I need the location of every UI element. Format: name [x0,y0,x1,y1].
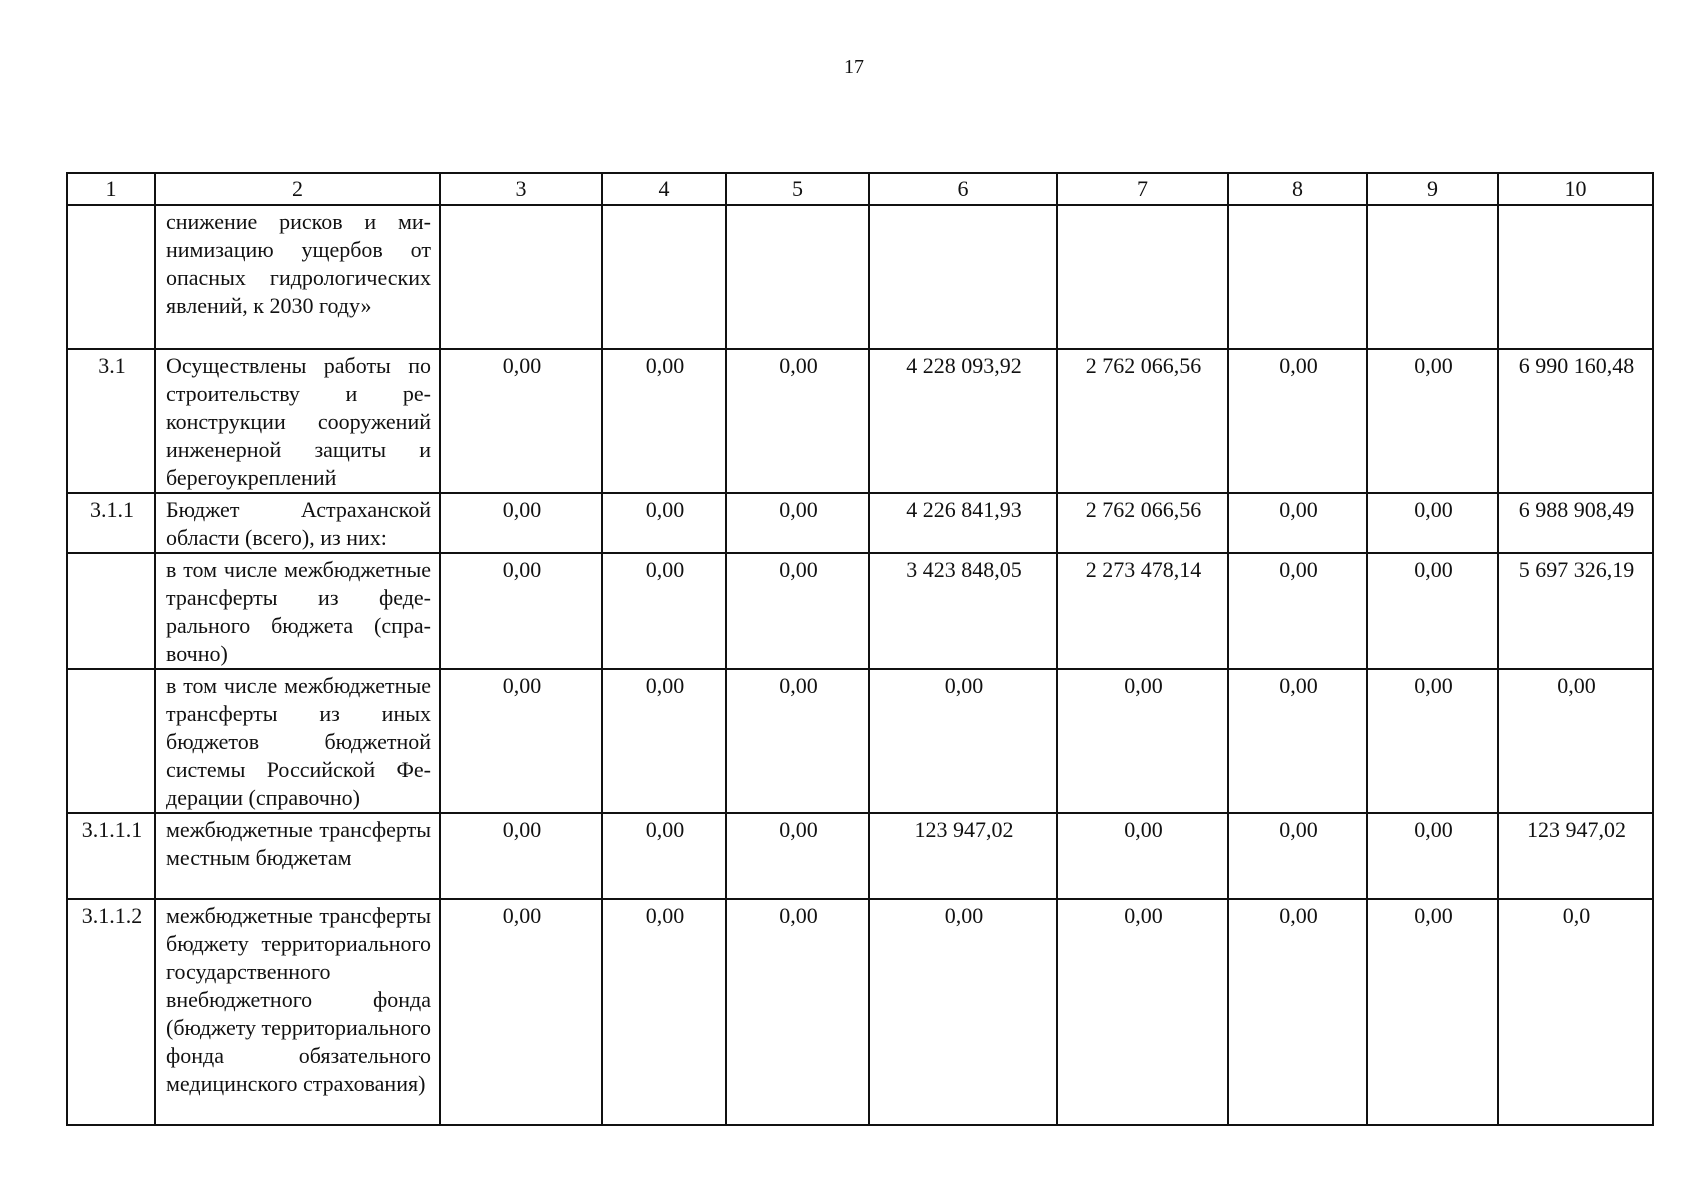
column-header: 1 [67,173,155,205]
value-cell: 0,00 [440,669,602,813]
value-cell: 0,00 [1228,813,1367,899]
value-cell: 0,00 [726,813,869,899]
value-cell: 0,00 [1228,553,1367,669]
value-cell: 0,00 [602,553,726,669]
value-cell: 0,00 [602,349,726,493]
value-cell: 0,00 [440,493,602,553]
header-row [67,173,1653,205]
column-header: 7 [1057,173,1228,205]
value-cell: 0,00 [440,349,602,493]
value-cell: 0,00 [1057,899,1228,1125]
table-row [67,553,1653,669]
value-cell [1057,205,1228,349]
value-cell [602,205,726,349]
value-cell: 0,00 [869,899,1057,1125]
value-cell: 0,00 [1057,669,1228,813]
value-cell: 0,00 [1367,553,1498,669]
row-description: межбюджетные трансферты местным бюджетам [155,813,440,899]
value-cell: 0,00 [726,493,869,553]
value-cell: 0,00 [602,493,726,553]
value-cell: 0,00 [726,899,869,1125]
budget-table [66,172,1654,1126]
value-cell: 0,00 [1498,669,1653,813]
value-cell: 0,00 [1228,349,1367,493]
value-cell: 6 990 160,48 [1498,349,1653,493]
value-cell: 0,00 [1367,669,1498,813]
value-cell: 0,00 [1367,813,1498,899]
row-code [67,669,155,813]
table-row [67,349,1653,493]
value-cell: 4 226 841,93 [869,493,1057,553]
column-header: 4 [602,173,726,205]
value-cell: 0,00 [726,669,869,813]
value-cell: 4 228 093,92 [869,349,1057,493]
column-header: 10 [1498,173,1653,205]
value-cell: 0,00 [602,813,726,899]
table-row [67,669,1653,813]
value-cell: 0,00 [1367,493,1498,553]
value-cell: 0,00 [1057,813,1228,899]
row-description: в том числе межбюджетные трансферты из иных бюджетов бюджетной системы Российской Федерации (справочно) [155,669,440,813]
table-row [67,493,1653,553]
column-header: 8 [1228,173,1367,205]
value-cell: 6 988 908,49 [1498,493,1653,553]
value-cell [1367,205,1498,349]
row-code: 3.1.1.2 [67,899,155,1125]
value-cell: 5 697 326,19 [1498,553,1653,669]
row-description: межбюджетные трансферты бюджету территориального государственного внебюджетного фонда (бюджету территориального фонда обязательного медицинского страхования) [155,899,440,1125]
value-cell: 0,00 [440,813,602,899]
value-cell: 0,00 [440,899,602,1125]
value-cell: 123 947,02 [1498,813,1653,899]
value-cell: 0,00 [1228,493,1367,553]
page-number: 17 [844,56,864,78]
value-cell: 123 947,02 [869,813,1057,899]
value-cell: 0,00 [1367,899,1498,1125]
row-description: снижение рисков и минимизацию ущербов от опасных гидрологических явлений, к 2030 году» [155,205,440,349]
table-row [67,205,1653,349]
row-code [67,205,155,349]
value-cell: 2 273 478,14 [1057,553,1228,669]
value-cell: 0,00 [602,669,726,813]
table-row [67,899,1653,1125]
column-header: 6 [869,173,1057,205]
value-cell: 0,0 [1498,899,1653,1125]
row-description: в том числе межбюджетные трансферты из федерального бюджета (справочно) [155,553,440,669]
value-cell: 0,00 [726,349,869,493]
row-code: 3.1.1.1 [67,813,155,899]
column-header: 5 [726,173,869,205]
value-cell [440,205,602,349]
value-cell [726,205,869,349]
table-row [67,813,1653,899]
column-header: 2 [155,173,440,205]
value-cell: 2 762 066,56 [1057,349,1228,493]
value-cell: 0,00 [1228,669,1367,813]
value-cell: 0,00 [869,669,1057,813]
value-cell [1498,205,1653,349]
value-cell: 2 762 066,56 [1057,493,1228,553]
row-code: 3.1.1 [67,493,155,553]
value-cell: 3 423 848,05 [869,553,1057,669]
value-cell: 0,00 [602,899,726,1125]
column-header: 3 [440,173,602,205]
value-cell: 0,00 [726,553,869,669]
value-cell: 0,00 [440,553,602,669]
value-cell: 0,00 [1367,349,1498,493]
row-description: Осуществлены работы по строительству и реконструкции сооружений инженерной защиты и берегоукреплений [155,349,440,493]
row-description: Бюджет Астраханской области (всего), из них: [155,493,440,553]
value-cell [869,205,1057,349]
value-cell [1228,205,1367,349]
row-code [67,553,155,669]
value-cell: 0,00 [1228,899,1367,1125]
row-code: 3.1 [67,349,155,493]
column-header: 9 [1367,173,1498,205]
